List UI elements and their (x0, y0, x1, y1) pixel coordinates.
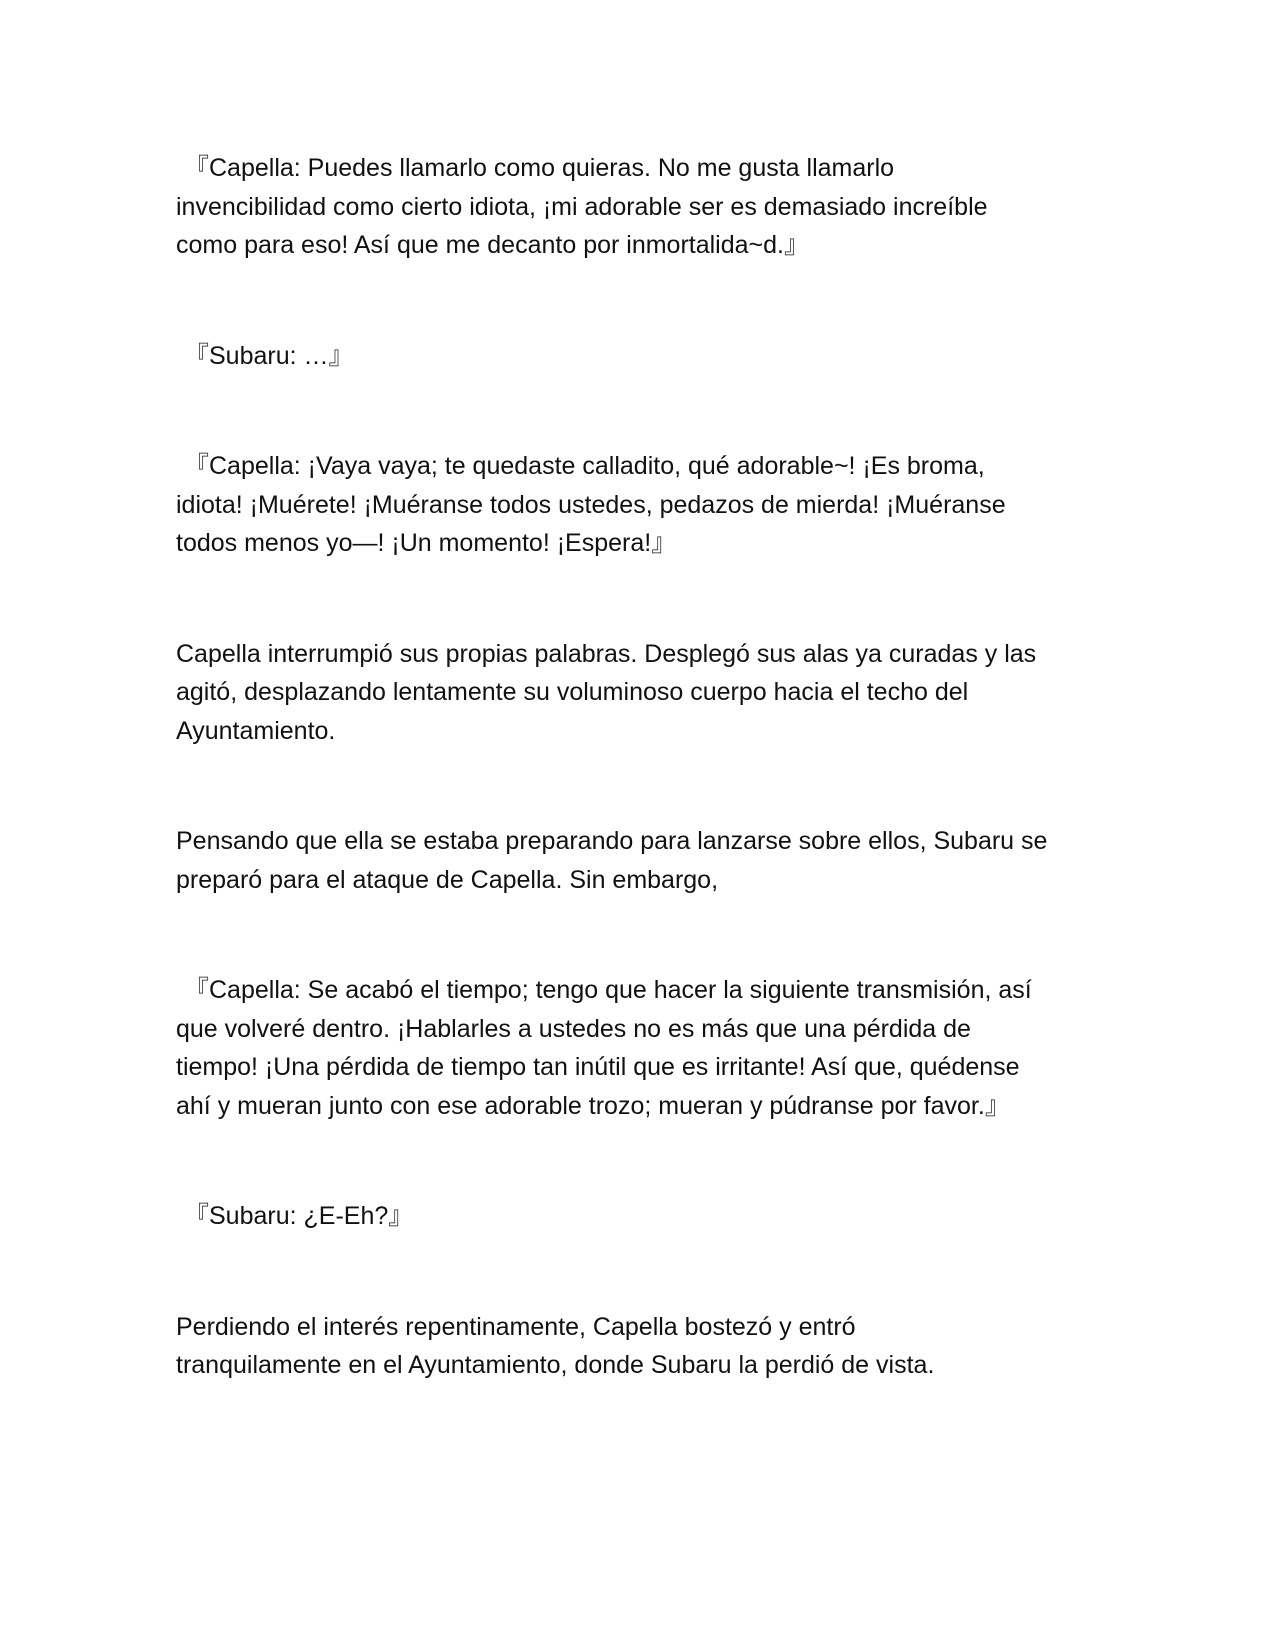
paragraph-capella-time-up (176, 971, 1105, 1125)
text-line: Pensando que ella se estaba preparando para lanzarse sobre ellos, Subaru se (176, 827, 1048, 855)
text-line: Perdiendo el interés repentinamente, Capella bostezó y entró (176, 1312, 856, 1341)
text-line: Capella interrumpió sus propias palabras. Desplegó sus alas ya curadas y las (176, 639, 1037, 668)
text-line: invencibilidad como cierto idiota, ¡mi adorable ser es demasiado increíble (176, 192, 988, 221)
text-line: tiempo! ¡Una pérdida de tiempo tan inútil que es irritante! Así que, quédense (176, 1053, 1020, 1081)
paragraph-capella-leaves (176, 1308, 1105, 1385)
text-line: agitó, desplazando lentamente su voluminoso cuerpo hacia el techo del (176, 678, 969, 706)
text-line: 『Subaru: …』 (184, 341, 354, 370)
paragraph-subaru-prepares (176, 822, 1105, 899)
text-line: Ayuntamiento. (176, 716, 336, 745)
paragraph-capella-taunt (176, 447, 1105, 563)
text-line: 『Capella: Se acabó el tiempo; tengo que hacer la siguiente transmisión, así (184, 976, 1032, 1004)
paragraph-capella-wings (176, 635, 1105, 751)
text-line: como para eso! Así que me decanto por inmortalida~d.』 (176, 231, 809, 259)
text-line: preparó para el ataque de Capella. Sin embargo, (176, 865, 719, 894)
paragraph-subaru-silence (176, 337, 1105, 376)
text-line: todos menos yo—! ¡Un momento! ¡Espera!』 (176, 529, 677, 557)
text-line: 『Subaru: ¿E-Eh?』 (184, 1202, 414, 1230)
text-line: 『Capella: ¡Vaya vaya; te quedaste calladito, qué adorable~! ¡Es broma, (184, 452, 985, 480)
paragraph-subaru-confused (176, 1197, 1105, 1236)
text-line: ahí y mueran junto con ese adorable trozo; mueran y púdranse por favor.』 (176, 1091, 1010, 1120)
paragraph-capella-immortality (176, 149, 1105, 265)
text-line: tranquilamente en el Ayuntamiento, donde Subaru la perdió de vista. (176, 1351, 935, 1379)
text-line: 『Capella: Puedes llamarlo como quieras. No me gusta llamarlo (184, 154, 895, 182)
text-line: que volveré dentro. ¡Hablarles a ustedes no es más que una pérdida de (176, 1014, 971, 1043)
text-line: idiota! ¡Muérete! ¡Muéranse todos ustedes, pedazos de mierda! ¡Muéranse (176, 490, 1006, 519)
